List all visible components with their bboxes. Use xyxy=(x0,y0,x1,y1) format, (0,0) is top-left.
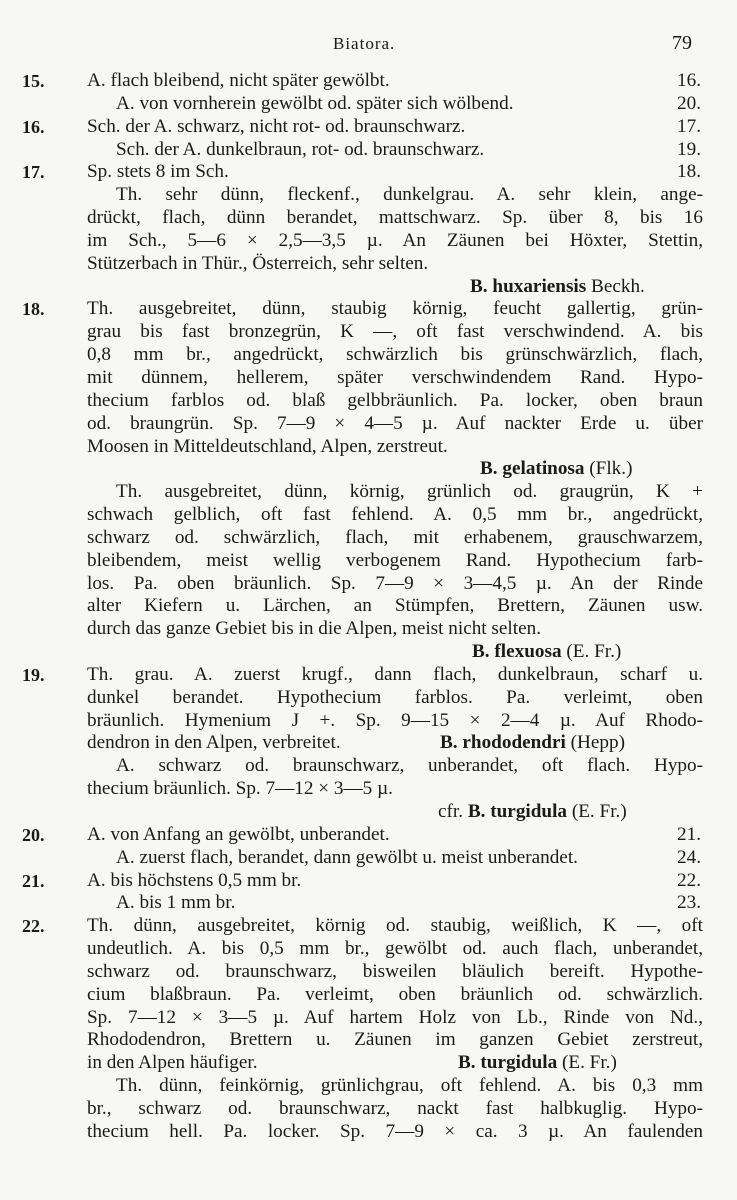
line-text: Th. dünn, feinkörnig, grünlichgrau, oft fehlend. A. bis 0,3 mm xyxy=(116,1075,703,1097)
running-head: Biatora. xyxy=(333,34,396,53)
key-line xyxy=(0,413,737,436)
page-number: 79 xyxy=(672,32,692,54)
key-line xyxy=(0,298,737,321)
taxon-name: B. gelatinosa xyxy=(480,458,585,480)
line-text: A. zuerst flach, berandet, dann gewölbt u. meist unberandet. xyxy=(116,846,578,868)
taxon-name-wrap xyxy=(470,276,645,299)
line-text: drückt, flach, dünn berandet, mattschwarz. Sp. über 8, bis 16 xyxy=(87,207,703,229)
key-line xyxy=(0,139,737,162)
key-line xyxy=(0,961,737,984)
lead-reference: 22. xyxy=(677,869,701,891)
key-line xyxy=(0,184,737,207)
taxon-line xyxy=(0,801,737,824)
taxon-line xyxy=(0,458,737,481)
lead-reference: 20. xyxy=(677,92,701,114)
taxon-name-wrap xyxy=(440,732,625,755)
line-text: A. schwarz od. braunschwarz, unberandet, oft flach. Hypo- xyxy=(116,755,703,777)
line-text: br., schwarz od. braunschwarz, nackt fast halbkuglig. Hypo- xyxy=(87,1097,703,1119)
page-header xyxy=(0,30,737,60)
key-line xyxy=(0,527,737,550)
line-text: thecium hell. Pa. locker. Sp. 7—9 × ca. 3 µ. An faulenden xyxy=(87,1120,703,1142)
key-line xyxy=(0,367,737,390)
key-line xyxy=(0,116,737,139)
key-line xyxy=(0,732,737,755)
line-text: undeutlich. A. bis 0,5 mm br., gewölbt od. auch flach, unberandet, xyxy=(87,938,703,960)
key-line xyxy=(0,938,737,961)
line-text: Th. sehr dünn, fleckenf., dunkelgrau. A. sehr klein, ange- xyxy=(116,184,703,206)
key-line xyxy=(0,618,737,641)
line-text: Stützerbach in Thür., Österreich, sehr selten. xyxy=(87,252,429,274)
line-text: schwarz od. schwärzlich, flach, mit erhabenem, grauschwarzem, xyxy=(87,526,703,548)
lead-reference: 21. xyxy=(677,823,701,845)
key-line xyxy=(0,504,737,527)
taxon-line xyxy=(0,641,737,664)
line-text: Sch. der A. dunkelbraun, rot- od. braunschwarz. xyxy=(116,138,485,160)
taxon-author: Beckh. xyxy=(586,275,645,297)
line-text: Th. dünn, ausgebreitet, körnig od. staubig, weißlich, K —, oft xyxy=(87,915,703,937)
taxon-name-wrap xyxy=(480,458,632,481)
line-text: Th. grau. A. zuerst krugf., dann flach, dunkelbraun, scharf u. xyxy=(87,663,703,685)
key-line xyxy=(0,161,737,184)
key-line xyxy=(0,573,737,596)
line-text: cium blaßbraun. Pa. verleimt, oben bräunlich od. schwärzlich. xyxy=(87,983,703,1005)
key-line xyxy=(0,870,737,893)
key-line xyxy=(0,824,737,847)
line-text: A. von vornherein gewölbt od. später sich wölbend. xyxy=(116,92,514,114)
taxon-author: (E. Fr.) xyxy=(561,641,622,663)
couplet-number: 19. xyxy=(22,664,45,685)
couplet-number: 17. xyxy=(22,162,45,183)
lead-reference: 18. xyxy=(677,161,701,183)
key-line xyxy=(0,390,737,413)
couplet-number: 20. xyxy=(22,824,45,845)
key-line xyxy=(0,1121,737,1144)
key-line xyxy=(0,1098,737,1121)
key-line xyxy=(0,253,737,276)
taxon-author: (E. Fr.) xyxy=(567,801,627,822)
key-line xyxy=(0,984,737,1007)
couplet-number: 21. xyxy=(22,870,45,891)
taxon-name: B. turgidula xyxy=(467,801,568,822)
key-line xyxy=(0,481,737,504)
taxon-name-wrap xyxy=(458,1052,617,1075)
key-line xyxy=(0,436,737,459)
key-line xyxy=(0,1075,737,1098)
line-text: Rhododendron, Brettern u. Zäunen im ganzen Gebiet zerstreut, xyxy=(87,1029,703,1051)
line-text: durch das ganze Gebiet bis in die Alpen, meist nicht selten. xyxy=(87,618,541,640)
key-line xyxy=(0,847,737,870)
lead-reference: 16. xyxy=(677,70,701,91)
key-line xyxy=(0,70,737,93)
key-line xyxy=(0,230,737,253)
line-text: A. bis höchstens 0,5 mm br. xyxy=(87,869,302,891)
line-text: dunkel berandet. Hypothecium farblos. Pa. verleimt, oben xyxy=(87,686,703,708)
line-text: schwarz od. braunschwarz, bisweilen bläulich bereift. Hypothe- xyxy=(87,960,703,982)
taxon-name-wrap xyxy=(472,641,621,664)
line-text: od. braungrün. Sp. 7—9 × 4—5 µ. Auf nackter Erde u. über xyxy=(87,412,703,434)
lead-reference: 23. xyxy=(677,892,701,914)
taxon-name: B. flexuosa xyxy=(472,641,562,663)
taxon-author: (Flk.) xyxy=(584,458,633,480)
key-line xyxy=(0,207,737,230)
key-line xyxy=(0,710,737,733)
key-line xyxy=(0,664,737,687)
key-line xyxy=(0,344,737,367)
key-line xyxy=(0,1052,737,1075)
taxon-author: (Hepp) xyxy=(565,732,625,754)
taxon-name: B. huxariensis xyxy=(470,275,587,297)
line-text: Moosen in Mitteldeutschland, Alpen, zerstreut. xyxy=(87,435,448,457)
key-line xyxy=(0,1029,737,1052)
line-text: schwach gelblich, oft fast fehlend. A. 0,5 mm br., angedrückt, xyxy=(87,504,703,526)
taxon-name-wrap xyxy=(438,801,627,824)
line-text: bräunlich. Hymenium J +. Sp. 9—15 × 2—4 µ. Auf Rhodo- xyxy=(87,709,703,731)
line-text: mit dünnem, hellerem, später verschwindendem Rand. Hypo- xyxy=(87,366,703,388)
couplet-number: 18. xyxy=(22,299,45,320)
lead-reference: 17. xyxy=(677,115,701,137)
key-line xyxy=(0,595,737,618)
key-line xyxy=(0,915,737,938)
line-text: dendron in den Alpen, verbreitet. xyxy=(87,732,341,754)
taxon-line xyxy=(0,276,737,299)
couplet-number: 22. xyxy=(22,916,45,937)
couplet-number: 16. xyxy=(22,116,45,137)
couplet-number: 15. xyxy=(22,71,45,91)
line-text: los. Pa. oben bräunlich. Sp. 7—9 × 3—4,5 µ. An der Rinde xyxy=(87,572,703,594)
line-text: bleibendem, meist wellig verbogenem Rand. Hypothecium farb- xyxy=(87,549,703,571)
line-text: Th. ausgebreitet, dünn, körnig, grünlich od. graugrün, K + xyxy=(116,481,703,503)
key-text xyxy=(0,70,737,1144)
key-line xyxy=(0,321,737,344)
key-line xyxy=(0,1007,737,1030)
taxon-name: B. rhododendri xyxy=(440,732,566,754)
line-text: Th. ausgebreitet, dünn, staubig körnig, feucht gallertig, grün- xyxy=(87,298,703,320)
key-line xyxy=(0,755,737,778)
line-text: thecium farblos od. blaß gelbbräunlich. Pa. locker, oben braun xyxy=(87,389,703,411)
line-text: in den Alpen häufiger. xyxy=(87,1052,258,1074)
key-line xyxy=(0,687,737,710)
line-text: 0,8 mm br., angedrückt, schwärzlich bis grünschwärzlich, flach, xyxy=(87,344,703,366)
line-text: alter Kiefern u. Lärchen, an Stümpfen, Brettern, Zäunen usw. xyxy=(87,595,703,617)
line-text: A. von Anfang an gewölbt, unberandet. xyxy=(87,823,390,845)
taxon-author: (E. Fr.) xyxy=(557,1052,617,1074)
lead-reference: 24. xyxy=(677,846,701,868)
line-text: im Sch., 5—6 × 2,5—3,5 µ. An Zäunen bei Höxter, Stettin, xyxy=(87,229,703,251)
taxon-name: B. turgidula xyxy=(458,1052,558,1074)
line-text: A. flach bleibend, nicht später gewölbt. xyxy=(87,70,390,91)
taxon-prefix: cfr. xyxy=(438,801,468,822)
line-text: Sp. stets 8 im Sch. xyxy=(87,161,229,183)
line-text: Sch. der A. schwarz, nicht rot- od. braunschwarz. xyxy=(87,115,466,137)
key-line xyxy=(0,550,737,573)
key-line xyxy=(0,93,737,116)
key-line xyxy=(0,892,737,915)
line-text: Sp. 7—12 × 3—5 µ. Auf hartem Holz von Lb., Rinde von Nd., xyxy=(87,1006,703,1028)
line-text: thecium bräunlich. Sp. 7—12 × 3—5 µ. xyxy=(87,778,393,800)
lead-reference: 19. xyxy=(677,138,701,160)
line-text: grau bis fast bronzegrün, K —, oft fast verschwindend. A. bis xyxy=(87,321,703,343)
key-line xyxy=(0,778,737,801)
line-text: A. bis 1 mm br. xyxy=(116,892,236,914)
